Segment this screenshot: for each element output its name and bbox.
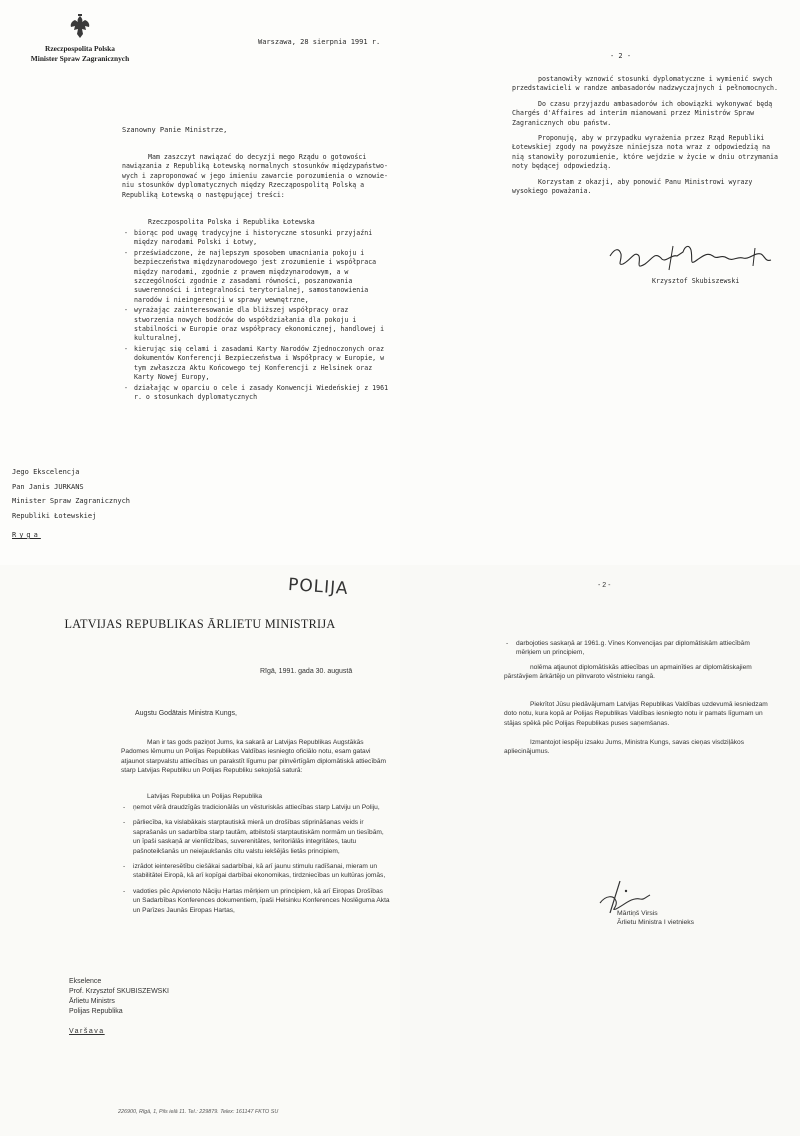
handwritten-country-note: POLIJA (287, 574, 350, 600)
latvian-preamble-list (121, 803, 391, 921)
page-number: - 2 - (610, 52, 632, 60)
intro-line: nawiązania z Republiką Łotewską normalnych stosunków międzypaństwo- (122, 162, 388, 171)
parties-heading: Latvijas Republika un Polijas Republika (147, 793, 263, 800)
salutation: Augstu Godātais Ministra Kungs, (135, 710, 237, 717)
latvian-closing-text (504, 663, 774, 763)
letter-date: Warszawa, 28 sierpnia 1991 r. (258, 38, 381, 46)
letter-date: Rīgā, 1991. gada 30. augustā (260, 668, 353, 675)
signatory-block (617, 909, 694, 927)
addressee-city: Ryga (12, 531, 41, 539)
signatory-name: Mārtiņš Virsis (617, 910, 658, 917)
paragraph: Izmantojot iespēju izsaku Jums, Ministra Kungs, savas cieņas visdziļākos apliecinājumus. (504, 739, 745, 756)
latvian-preamble-list-continued (504, 639, 774, 659)
polish-letter-page-2 (400, 0, 800, 565)
addressee-city: Varšava (69, 1028, 105, 1035)
parties-heading: Rzeczpospolita Polska i Republika Łotewska (148, 218, 315, 226)
intro-line: wych i zaproponować w jego imieniu zawarcie porozumienia o wznowie- (122, 171, 388, 180)
intro-line: Republiką Łotewską o następującej treści: (122, 190, 285, 199)
preamble-item: - pārliecība, ka vislabākais starptautiskā mierā un drošības stiprināšanas veids ir saprašanās un sadarbība starp tautām, atbilstoši starptautiskām normām un tiesībām, un īpaši saskaņā ar vienlīdzības, suverenitātes, teritoriālās integritātes, tautu pašnoteikšanās un neiejaukšanās citu valstu iekšējās lietās principiem, (121, 818, 391, 856)
latvian-letter-page-1 (0, 565, 400, 1136)
addressee-block (12, 465, 130, 543)
intro-line: niu stosunków dyplomatycznych między Rzecząpospolitą Polską a (122, 181, 365, 190)
intro-line: Mam zaszczyt nawiązać do decyzji mego Rządu o gotowości (148, 153, 367, 161)
paragraph: Piekrītot Jūsu piedāvājumam Latvijas Republikas Valdības uzdevumā iesniedzam doto notu, kura kopā ar Polijas Republikas Valdības iesniegto notu ir pamats līgumam un stājas spēkā pēc Polijas Republikas puses saņemšanas. (504, 700, 768, 727)
paragraph: nolēma atjaunot diplomātiskās attiecības un apmainīties ar diplomātiskajiem pārstāvjiem ārkārtējo un pilnvaroto vēstnieku rangā. (504, 664, 752, 681)
addressee-line: Ekselence (69, 978, 102, 985)
handwritten-signature-skubiszewski (605, 242, 780, 276)
paragraph: Proponuję, aby w przypadku wyrażenia przez Rząd Republiki Łotewskiej zgody na powyższe niniejsza nota wraz z odpowiedzią na nią stanowiły porozumienie, które wejdzie w życie w dniu otrzymania noty będącej odpowiedzią. (512, 134, 778, 171)
intro-paragraph: Man ir tas gods paziņot Jums, ka sakarā ar Latvijas Republikas Augstākās Padomes lēmumu un Polijas Republikas Valdības iesniegto oficiālo notu, esam gatavi atjaunot starpvalstu attiecības un parakstīt līgumu par pilnvērtīgām diplomātiskā attiecībām starp Latvijas Republiku un Polijas Republiku sekojošā saturā: (121, 739, 386, 775)
polish-closing-text (512, 75, 780, 202)
letterhead-footer: 226900, Rīgā, 1, Pils ielā 11. Tel.: 229879. Telex: 161147 FKTO SU (118, 1109, 279, 1115)
letterhead-line-1: Rzeczpospolita Polska (44, 44, 115, 53)
preamble-item: - wyrażając zainteresowanie dla bliższej współpracy oraz stworzenia nowych bodźców do współdziałania dla pokoju i stabilności w Europie oraz współpracy ekonomicznej, handlowej i kulturalnej, (122, 306, 392, 344)
polish-letter-page-1 (0, 0, 400, 565)
addressee-line: Pan Janis JURKANS (12, 482, 84, 491)
addressee-line: Minister Spraw Zagranicznych (12, 497, 131, 505)
addressee-line: Ārlietu Ministrs (69, 998, 115, 1005)
preamble-item: - działając w oparciu o cele i zasady Konwencji Wiedeńskiej z 1961 r. o stosunkach dyplomatycznych (122, 384, 392, 403)
addressee-block (69, 977, 169, 1037)
signatory-title: Ārlietu Ministra I vietnieks (617, 919, 695, 926)
page-number: - 2 - (598, 582, 611, 589)
paragraph: Do czasu przyjazdu ambasadorów ich obowiązki wykonywać będą Chargés d'Affaires ad interim mianowani przez Ministrów Spraw Zagranicznych obu państw. (512, 99, 773, 127)
preamble-item: - kierując się celami i zasadami Karty Narodów Zjednoczonych oraz dokumentów Konferencji Bezpieczeństwa i Współpracy w Europie, w tym zwłaszcza Aktu Końcowego tej Konferencji z Helsinek oraz Karty Nowej Europy, (122, 345, 392, 383)
addressee-line: Prof. Krzysztof SKUBISZEWSKI (69, 988, 169, 995)
salutation: Szanowny Panie Ministrze, (122, 126, 228, 134)
preamble-item: - izrādot ieinteresētību ciešākai sadarbībai, kā arī jaunu stimulu radīšanai, mieram un stabilitātei Eiropā, kā arī kopīgai darbībai ekonomikas, tirdzniecības un kultūras jomās, (121, 862, 391, 881)
preamble-item: - vadoties pēc Apvienoto Nāciju Hartas mērķiem un principiem, kā arī Eiropas Drošības un Sadarbības Konferences dokumentiem, īpaši Helsinku Konferences Noslēguma Akta un Parīzes Jaunās Eiropas Hartas, (121, 887, 391, 915)
latvian-letter-page-2 (400, 565, 800, 1136)
preamble-item: - biorąc pod uwagę tradycyjne i historyczne stosunki przyjaźni między narodami Polski i Łotwy, (122, 229, 392, 248)
addressee-line: Polijas Republika (69, 1008, 123, 1015)
signatory-name: Krzysztof Skubiszewski (652, 277, 740, 285)
polish-letterhead (0, 44, 160, 64)
intro-paragraph (122, 153, 394, 200)
polish-preamble-list (122, 229, 392, 403)
addressee-line: Republiki Łotewskiej (12, 511, 97, 520)
letterhead-line-2: Minister Spraw Zagranicznych (30, 54, 130, 63)
preamble-item: - ņemot vērā draudzīgās tradicionālās un vēsturiskās attiecības starp Latviju un Poliju, (121, 803, 391, 812)
preamble-item: - przeświadczone, że najlepszym sposobem umacniania pokoju i bezpieczeństwa międzynarodowego jest zrozumienie i współpraca między narodami, zgodnie z prawem międzynarodowym, a w szczególności zgodnie z zasadami równości, poszanowania suwerenności i integralności terytorialnej, samostanowienia narodów i nieingerencji w sprawy wewnętrzne, (122, 249, 392, 305)
addressee-line: Jego Ekscelencja (12, 468, 80, 476)
paragraph: postanowiły wznowić stosunki dyplomatyczne i wymienić swych przedstawicieli w randze ambasadorów nadzwyczajnych i pełnomocnych. (512, 75, 778, 93)
paragraph: Korzystam z okazji, aby ponowić Panu Ministrowi wyrazy wysokiego poważania. (512, 177, 753, 196)
preamble-item: - darbojoties saskaņā ar 1961.g. Vīnes Konvencijas par diplomātiskām attiecībām mērķiem un principiem, (504, 639, 774, 658)
ministry-letterhead: LATVIJAS REPUBLIKAS ĀRLIETU MINISTRIJA (64, 617, 336, 631)
polish-eagle-emblem-icon (69, 14, 91, 40)
